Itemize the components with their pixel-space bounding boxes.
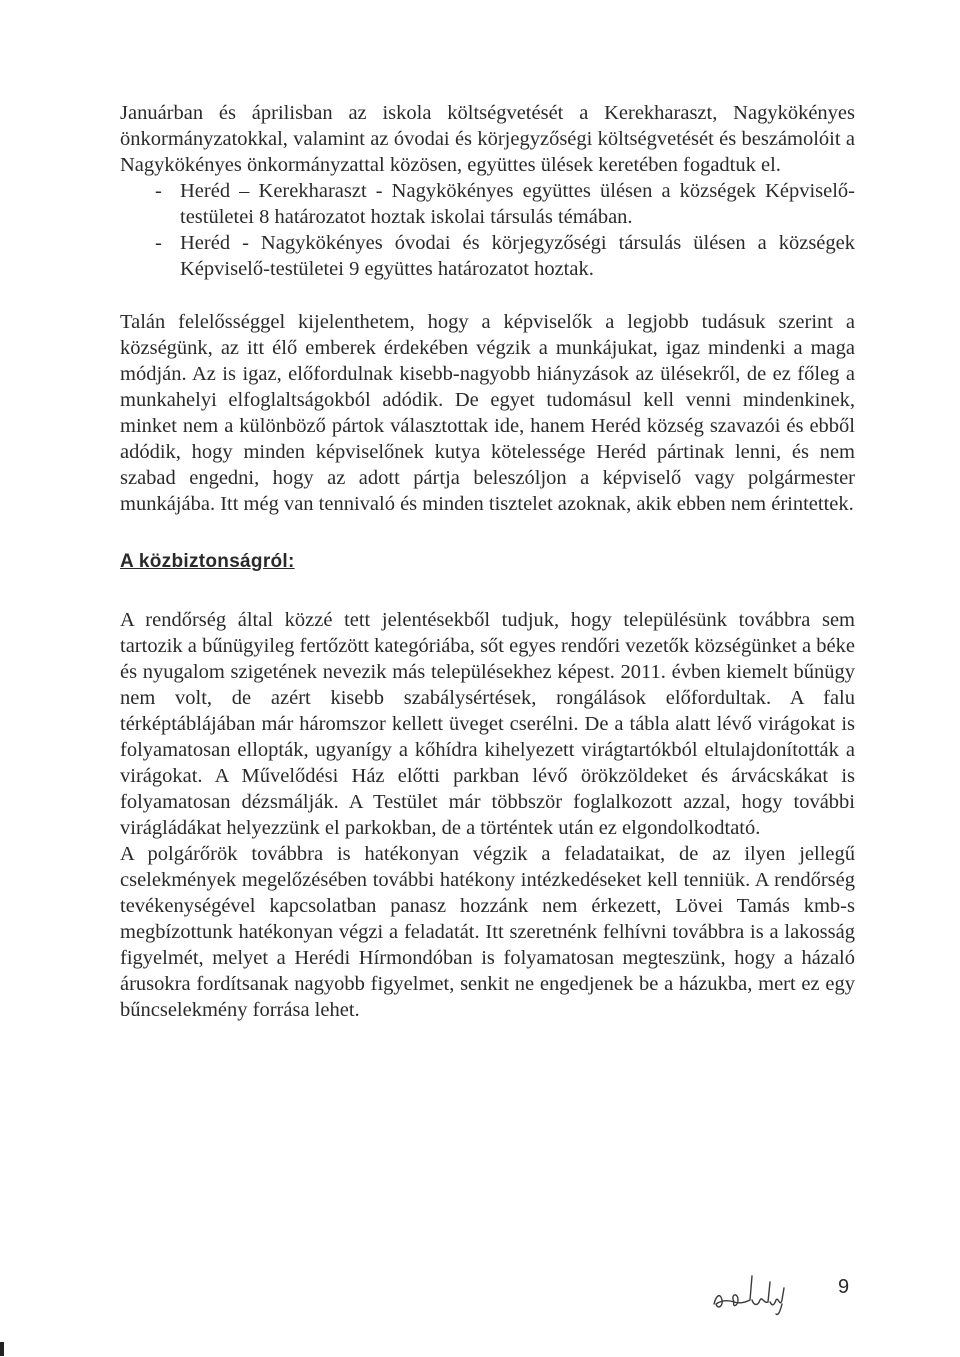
- signature-icon: [708, 1270, 792, 1320]
- representatives-paragraph: Talán felelősséggel kijelenthetem, hogy a képviselők a legjobb tudásuk szerint a községünk, az itt élő emberek érdekében végzik a munkájukat, igaz mindenki a maga módján. Az is igaz, előfordulnak kisebb-nagyobb hiányzások az ülésekről, de ez főleg a munkahelyi elfoglaltságokból adódik. De egyet tudomásul kell venni mindenkinek, minket nem a különböző pártok választottak ide, hanem Heréd község szavazói és ebből adódik, hogy minden képviselőnek kutya kötelessége Heréd pártinak lenni, és nem szabad engedni, hogy az adott pártja beleszóljon a képviselő vagy polgármester munkájába. Itt még van tennivaló és minden tisztelet azoknak, akik ebben nem érintettek.: [120, 311, 855, 515]
- list-item: [120, 178, 855, 230]
- section-heading: A közbiztonságról:: [120, 551, 295, 572]
- civil-guard-paragraph: A polgárőrök továbbra is hatékonyan végzik a feladataikat, de az ilyen jellegű cselekmények megelőzésében további hatékony intézkedéseket kell tenniük. A rendőrség tevékenységével kapcsolatban panasz hozzánk nem érkezett, Lövei Tamás kmb-s megbízottunk hatékonyan végzi a feladatát. Itt szeretnénk felhívni továbbra is a lakosság figyelmét, melyet a Herédi Hírmondóban is folyamatosan megteszünk, hogy a házaló árusokra fordítsanak nagyobb figyelmet, senkit ne engedjenek be a házukba, mert ez egy bűncselekmény forrása lehet.: [120, 843, 855, 1021]
- list-dash: -: [155, 232, 162, 254]
- document-body: [120, 100, 855, 1023]
- public-safety-paragraph: A rendőrség által közzé tett jelentésekből tudjuk, hogy településünk továbbra sem tartozik a bűnügyileg fertőzött kategóriába, sőt egyes rendőri vezetők községünket a béke és nyugalom szigetének nevezik más településekhez képest. 2011. évben kiemelt bűnügy nem volt, de azért kisebb szabálysértések, rongálások előfordultak. A falu térképtáblájában már háromszor kellett üveget cserélni. De a tábla alatt lévő virágokat is folyamatosan ellopták, ugyanígy a kőhídra kihelyezett virágtartókból eltulajdonították a virágokat. A Művelődési Ház előtti parkban lévő örökzöldeket és árvácskákat is folyamatosan dézsmálják. A Testület már többször foglalkozott azzal, hogy további virágládákat helyezzünk el parkokban, de a történtek után ez elgondolkodtató.: [120, 609, 855, 839]
- list-dash: -: [155, 180, 162, 202]
- list-item-text: Heréd – Kerekharaszt - Nagykökényes együttes ülésen a községek Képviselő-testületei 8 határozatot hoztak iskolai társulás témában.: [180, 180, 855, 228]
- list-item-text: Heréd - Nagykökényes óvodai és körjegyzőségi társulás ülésen a községek Képviselő-testületei 9 együttes határozatot hoztak.: [180, 232, 855, 280]
- page-number: 9: [838, 1276, 850, 1298]
- scan-edge-mark: [0, 1342, 4, 1356]
- intro-paragraph: Januárban és áprilisban az iskola költségvetését a Kerekharaszt, Nagykökényes önkormányzatokkal, valamint az óvodai és körjegyzőségi költségvetését és beszámolóit a Nagykökényes önkormányzattal közösen, együttes ülések keretében fogadtuk el.: [120, 102, 855, 176]
- resolution-list: [120, 178, 855, 282]
- list-item: [120, 230, 855, 282]
